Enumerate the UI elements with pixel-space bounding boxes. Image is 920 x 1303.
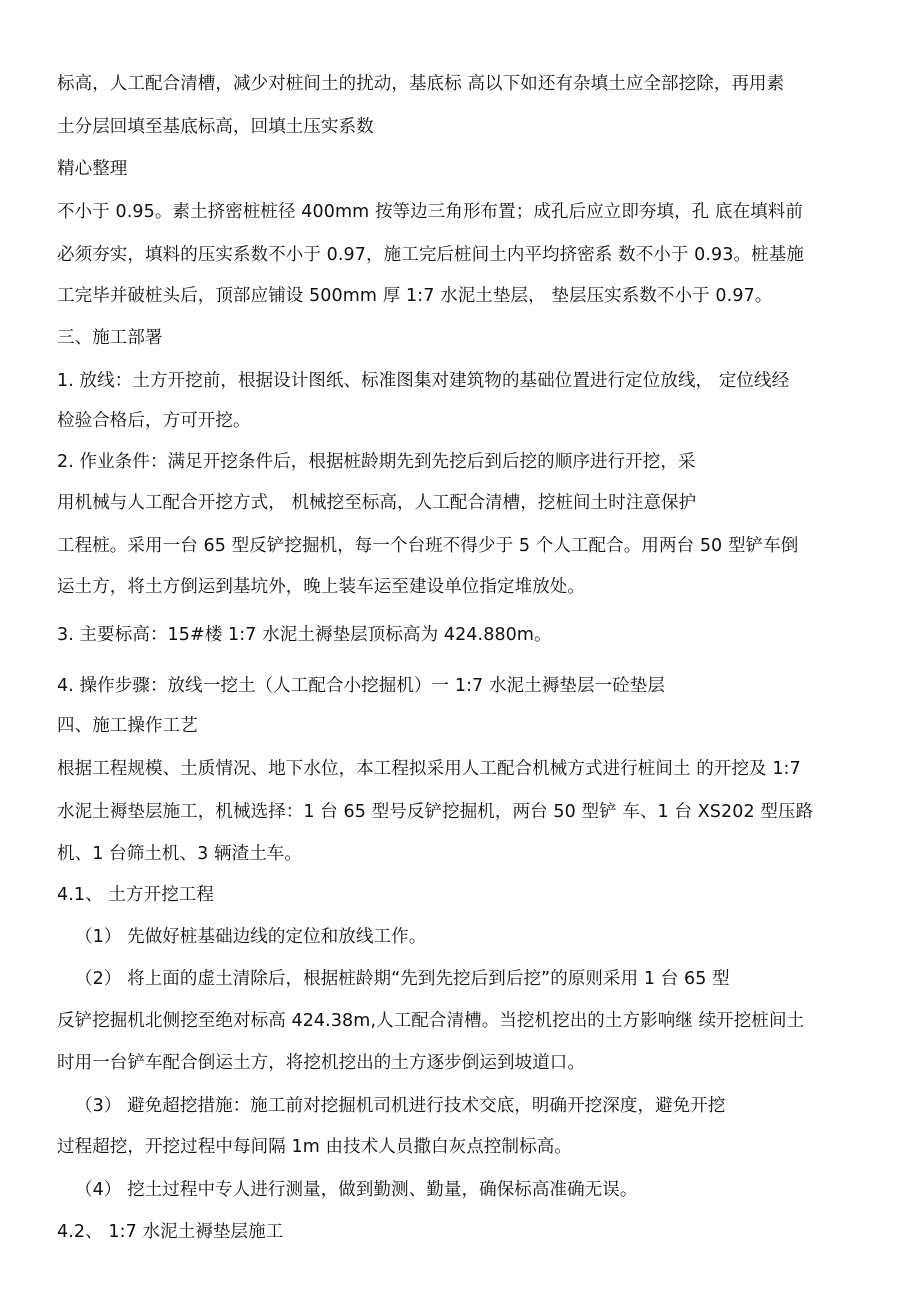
text-line: 根据工程规模、土质情况、地下水位，本工程拟采用人工配合机械方式进行桩间土 的开挖及 1:7 — [57, 759, 801, 779]
text-line: 过程超挖，开挖过程中每间隔 1m 由技术人员撒白灰点控制标高。 — [57, 1137, 572, 1157]
section-heading: 三、施工部署 — [57, 328, 163, 348]
subsection-heading: 4.2、 1:7 水泥土褥垫层施工 — [57, 1222, 284, 1242]
text-line: 3. 主要标高：15#楼 1:7 水泥土褥垫层顶标高为 424.880m。 — [57, 625, 552, 645]
text-line: 工完毕并破桩头后，顶部应铺设 500mm 厚 1:7 水泥土垫层， 垫层压实系数不小于 0.97。 — [57, 286, 773, 306]
list-item: （3） 避免超挖措施：施工前对挖掘机司机进行技术交底，明确开挖深度，避免开挖 — [75, 1096, 726, 1116]
list-item: （2） 将上面的虚土清除后，根据桩龄期“先到先挖后到后挖”的原则采用 1 台 65 型 — [75, 969, 730, 989]
list-item: （1） 先做好桩基础边线的定位和放线工作。 — [75, 927, 427, 947]
text-line: 运土方，将土方倒运到基坑外，晚上装车运至建设单位指定堆放处。 — [57, 577, 585, 597]
text-line: 1. 放线：土方开挖前，根据设计图纸、标准图集对建筑物的基础位置进行定位放线， 定位线经 — [57, 371, 790, 391]
text-line: 精心整理 — [57, 159, 128, 179]
text-line: 用机械与人工配合开挖方式， 机械挖至标高，人工配合清槽，挖桩间土时注意保护 — [57, 493, 697, 513]
text-line: 2. 作业条件：满足开挖条件后，根据桩龄期先到先挖后到后挖的顺序进行开挖，采 — [57, 452, 696, 472]
subsection-heading: 4.1、 土方开挖工程 — [57, 885, 214, 905]
section-heading: 四、施工操作工艺 — [57, 716, 198, 736]
text-line: 必须夯实，填料的压实系数不小于 0.97，施工完后桩间土内平均挤密系 数不小于 0.93。桩基施 — [57, 245, 804, 265]
text-line: 标高，人工配合清槽，减少对桩间土的扰动，基底标 高以下如还有杂填土应全部挖除，再用素 — [57, 74, 785, 94]
list-item: （4） 挖土过程中专人进行测量，做到勤测、勤量，确保标高准确无误。 — [75, 1180, 638, 1200]
text-line: 反铲挖掘机北侧挖至绝对标高 424.38m,人工配合清槽。当挖机挖出的土方影响继 续开挖桩间土 — [57, 1011, 805, 1031]
text-line: 工程桩。采用一台 65 型反铲挖掘机，每一个台班不得少于 5 个人工配合。用两台 50 型铲车倒 — [57, 536, 799, 556]
text-line: 土分层回填至基底标高，回填土压实系数 — [57, 117, 374, 137]
text-line: 时用一台铲车配合倒运土方，将挖机挖出的土方逐步倒运到坡道口。 — [57, 1053, 585, 1073]
text-line: 4. 操作步骤：放线一挖土（人工配合小挖掘机）一 1:7 水泥土褥垫层一砼垫层 — [57, 676, 665, 696]
text-line: 不小于 0.95。素土挤密桩桩径 400mm 按等边三角形布置；成孔后应立即夯填，孔 底在填料前 — [57, 202, 804, 222]
text-line: 水泥土褥垫层施工，机械选择：1 台 65 型号反铲挖掘机，两台 50 型铲 车、1 台 XS202 型压路 — [57, 802, 814, 822]
text-line: 检验合格后，方可开挖。 — [57, 411, 251, 431]
text-line: 机、1 台筛土机、3 辆渣土车。 — [57, 844, 302, 864]
